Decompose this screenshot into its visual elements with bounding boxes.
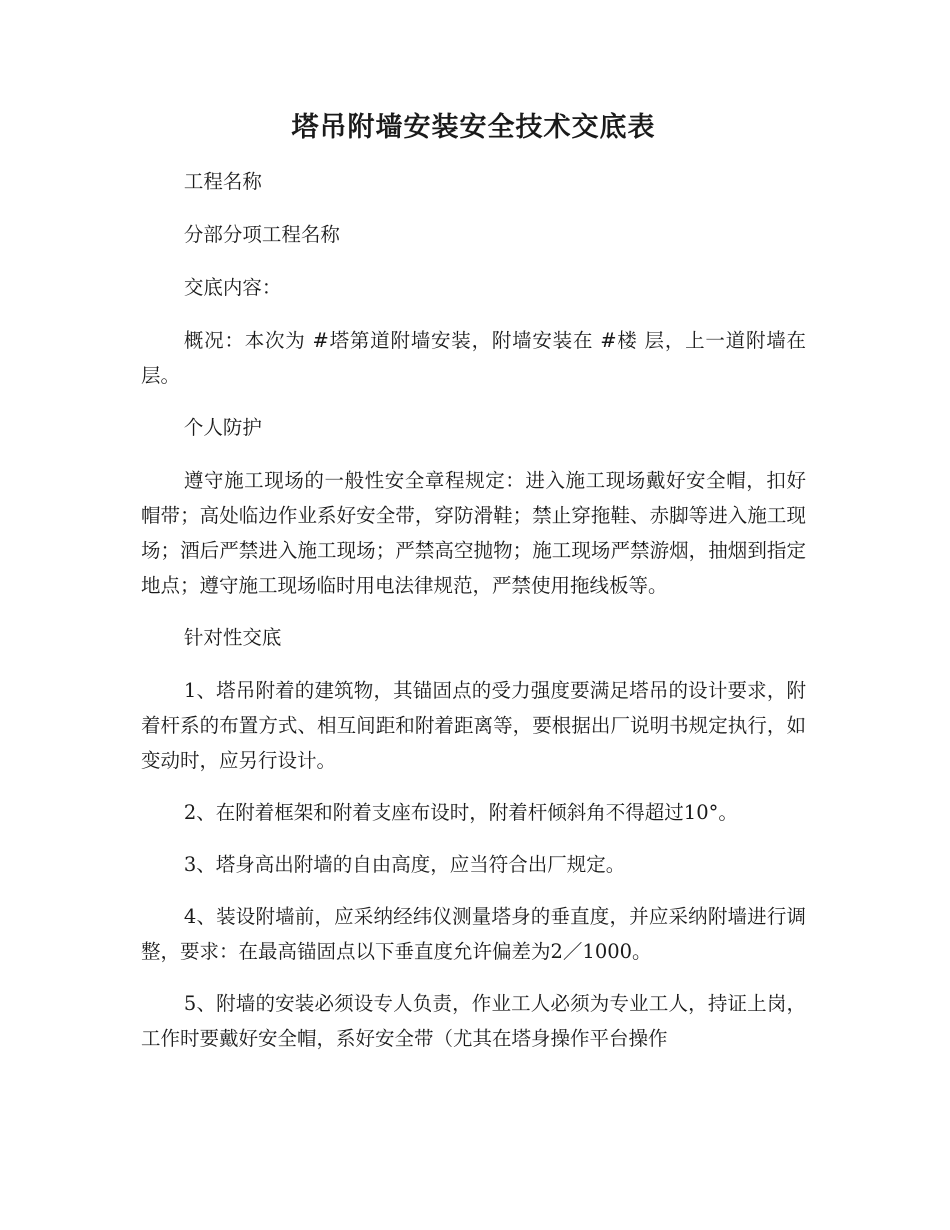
- specific-item-4: 4、装设附墙前，应采纳经纬仪测量塔身的垂直度，并应采纳附墙进行调整，要求：在最高锚固点以下垂直度允许偏差为2／1000。: [141, 905, 806, 963]
- document-title: 塔吊附墙安装安全技术交底表: [291, 112, 656, 143]
- specific-item-2: 2、在附着框架和附着支座布设时，附着杆倾斜角不得超过10°。: [183, 801, 738, 824]
- specific-item-3: 3、塔身高出附墙的自由高度，应当符合出厂规定。: [183, 853, 626, 876]
- document-page: [141, 108, 806, 1073]
- specific-item-5: 5、附墙的安装必须设专人负责，作业工人必须为专业工人，持证上岗，工作时要戴好安全帽，系好安全带（尤其在塔身操作平台操作: [141, 992, 806, 1050]
- overview-paragraph: 概况：本次为 #塔第道附墙安装，附墙安装在 #楼 层，上一道附墙在 层。: [141, 329, 806, 387]
- personal-protection-paragraph: 遵守施工现场的一般性安全章程规定：进入施工现场戴好安全帽，扣好帽带；高处临边作业系好安全带，穿防滑鞋；禁止穿拖鞋、赤脚等进入施工现场；酒后严禁进入施工现场；严禁高空抛物；施工现场严禁游烟，抽烟到指定地点；遵守施工现场临时用电法律规范，严禁使用拖线板等。: [141, 469, 806, 597]
- specific-briefing-heading: 针对性交底: [183, 626, 282, 649]
- project-name-label: 工程名称: [183, 170, 262, 193]
- specific-item-1: 1、塔吊附着的建筑物，其锚固点的受力强度要满足塔吊的设计要求，附着杆系的布置方式、相互间距和附着距离等，要根据出厂说明书规定执行，如变动时，应另行设计。: [141, 679, 806, 772]
- content-label: 交底内容：: [183, 276, 282, 299]
- subproject-name-label: 分部分项工程名称: [183, 223, 340, 246]
- personal-protection-heading: 个人防护: [183, 416, 262, 439]
